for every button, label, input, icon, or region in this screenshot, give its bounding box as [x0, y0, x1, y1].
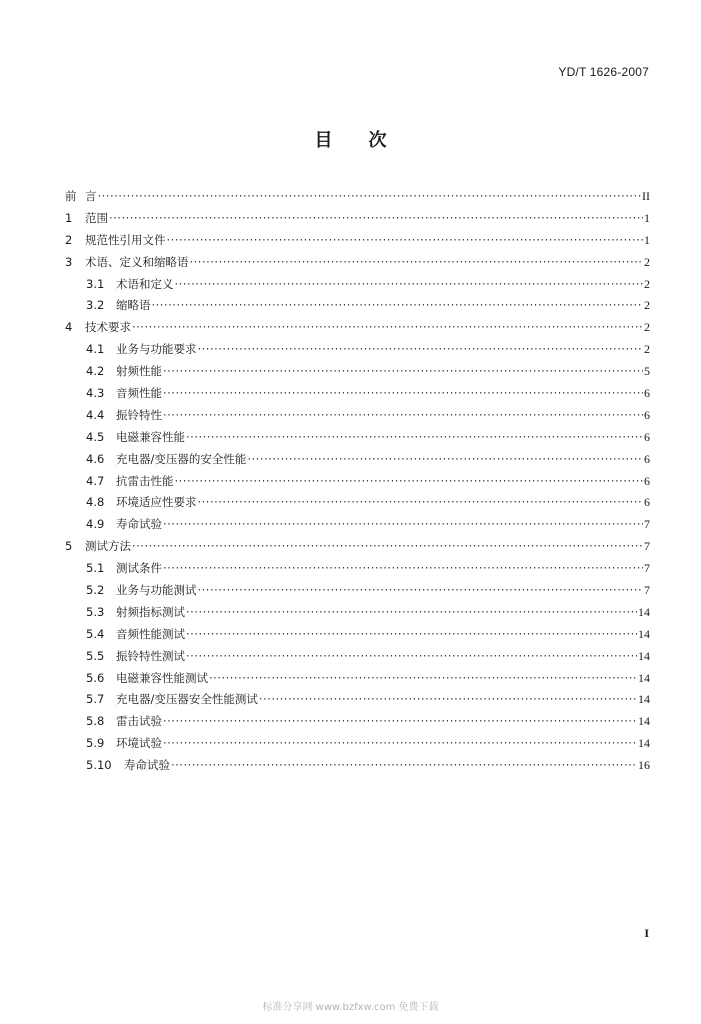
toc-entry[interactable] [65, 648, 650, 670]
toc-entry-number: 4.3 [86, 386, 105, 401]
toc-leader-dots [98, 189, 642, 203]
toc-entry-number: 5.7 [86, 692, 105, 707]
standard-code: YD/T 1626-2007 [558, 65, 649, 79]
toc-entry-number: 5.5 [86, 648, 105, 663]
toc-leader-dots [186, 430, 643, 444]
toc-entry[interactable] [65, 363, 650, 385]
toc-entry-page: 14 [638, 604, 650, 619]
toc-title-char-2: 次 [368, 130, 387, 151]
toc-entry-label: 振铃特性 [116, 407, 162, 422]
toc-leader-dots [198, 495, 644, 509]
toc-entry-number: 5.6 [86, 670, 105, 685]
toc-leader-dots [171, 758, 637, 772]
toc-entry[interactable] [65, 429, 650, 451]
toc-entry-number: 2 [65, 232, 73, 247]
toc-entry-number: 3.2 [86, 298, 105, 313]
toc-entry[interactable] [65, 582, 650, 604]
toc-entry-number: 5.10 [86, 758, 112, 773]
toc-entry-page: 6 [644, 451, 650, 466]
toc-leader-dots [175, 474, 644, 488]
toc-entry-number: 5.8 [86, 714, 105, 729]
toc-entry-number: 前 [65, 189, 77, 203]
toc-entry-page: 2 [644, 276, 650, 291]
toc-leader-dots [152, 298, 644, 312]
toc-entry-number: 5.3 [86, 604, 105, 619]
toc-entry-page: 1 [644, 232, 650, 247]
toc-entry[interactable] [65, 735, 650, 757]
toc-leader-dots [247, 452, 643, 466]
toc-entry-label: 环境试验 [116, 736, 162, 751]
toc-entry-label: 术语和定义 [116, 276, 174, 291]
toc-entry-label: 业务与功能要求 [116, 342, 197, 357]
toc-title [0, 126, 701, 152]
toc-entry-page: 14 [638, 692, 650, 707]
toc-entry[interactable] [65, 691, 650, 713]
toc-entry-number: 4.5 [86, 429, 105, 444]
toc-entry-label: 音频性能 [116, 386, 162, 401]
toc-entry-label: 充电器/变压器安全性能测试 [116, 692, 258, 707]
toc-entry-label: 雷击试验 [116, 714, 162, 729]
toc-leader-dots [186, 649, 637, 663]
toc-entry-number: 5.9 [86, 736, 105, 751]
toc-entry-number: 5 [65, 539, 73, 554]
toc-entry-label: 环境适应性要求 [116, 495, 197, 510]
toc-entry-number: 4.6 [86, 451, 105, 466]
toc-entry-number: 5.2 [86, 583, 105, 598]
toc-entry[interactable] [65, 254, 650, 276]
toc-leader-dots [175, 277, 644, 291]
table-of-contents [65, 188, 650, 779]
toc-entry-page: 6 [644, 407, 650, 422]
toc-entry[interactable] [65, 451, 650, 473]
toc-entry-page: 6 [644, 386, 650, 401]
toc-entry-page: 16 [638, 758, 650, 773]
toc-entry[interactable] [65, 604, 650, 626]
toc-entry-label: 电磁兼容性能 [116, 429, 185, 444]
toc-entry-page: 6 [644, 473, 650, 488]
toc-entry-label: 言 [85, 189, 97, 203]
toc-entry-page: 5 [644, 364, 650, 379]
toc-leader-dots [163, 517, 643, 531]
toc-entry-label: 技术要求 [85, 320, 131, 335]
toc-entry[interactable] [65, 276, 650, 298]
toc-entry-page: 2 [644, 342, 650, 357]
toc-entry[interactable] [65, 232, 650, 254]
toc-entry-number: 1 [65, 210, 73, 225]
toc-leader-dots [198, 342, 644, 356]
toc-entry[interactable] [65, 626, 650, 648]
toc-entry-number: 5.1 [86, 561, 105, 576]
toc-entry-label: 充电器/变压器的安全性能 [116, 451, 247, 466]
toc-entry-page: 2 [644, 254, 650, 269]
toc-leader-dots [132, 320, 643, 334]
toc-entry[interactable] [65, 188, 650, 210]
toc-entry-number: 4 [65, 320, 73, 335]
toc-entry-label: 振铃特性测试 [116, 648, 185, 663]
toc-entry-page: 14 [638, 714, 650, 729]
toc-entry-page: 7 [644, 561, 650, 576]
toc-entry-label: 射频性能 [116, 364, 162, 379]
toc-entry[interactable] [65, 319, 650, 341]
toc-entry-page: 2 [644, 320, 650, 335]
toc-leader-dots [163, 561, 643, 575]
toc-leader-dots [167, 233, 644, 247]
toc-entry-label: 测试方法 [85, 539, 131, 554]
toc-leader-dots [163, 736, 637, 750]
toc-entry-label: 寿命试验 [116, 517, 162, 532]
toc-leader-dots [109, 211, 643, 225]
toc-leader-dots [163, 386, 643, 400]
toc-entry-label: 业务与功能测试 [116, 583, 197, 598]
toc-entry[interactable] [65, 407, 650, 429]
toc-entry-number: 4.1 [86, 342, 105, 357]
toc-leader-dots [259, 692, 637, 706]
toc-entry-label: 范围 [85, 210, 108, 225]
toc-entry-label: 抗雷击性能 [116, 473, 174, 488]
toc-entry[interactable] [65, 516, 650, 538]
toc-entry-number: 4.9 [86, 517, 105, 532]
toc-leader-dots [186, 627, 637, 641]
toc-entry-number: 4.2 [86, 364, 105, 379]
toc-entry-page: 14 [638, 648, 650, 663]
toc-leader-dots [132, 539, 643, 553]
toc-entry-label: 射频指标测试 [116, 604, 185, 619]
toc-entry[interactable] [65, 297, 650, 319]
toc-entry[interactable] [65, 670, 650, 692]
toc-entry-number: 3 [65, 254, 73, 269]
toc-entry-page: 1 [644, 210, 650, 225]
toc-entry-label: 测试条件 [116, 561, 162, 576]
toc-entry[interactable] [65, 494, 650, 516]
toc-entry[interactable] [65, 473, 650, 495]
toc-entry-page: II [642, 189, 650, 203]
toc-entry-label: 缩略语 [116, 298, 151, 313]
toc-entry[interactable] [65, 385, 650, 407]
watermark: 标准分享网 www.bzfxw.com 免费下载 [262, 1002, 439, 1013]
toc-entry-number: 5.4 [86, 626, 105, 641]
toc-entry-label: 规范性引用文件 [85, 232, 166, 247]
toc-leader-dots [209, 671, 637, 685]
toc-entry[interactable] [65, 538, 650, 560]
toc-entry-number: 4.7 [86, 473, 105, 488]
toc-entry-page: 7 [644, 583, 650, 598]
toc-entry-page: 14 [638, 626, 650, 641]
toc-leader-dots [163, 714, 637, 728]
toc-title-char-1: 目 [314, 130, 333, 151]
toc-entry-number: 4.8 [86, 495, 105, 510]
toc-entry-page: 14 [638, 736, 650, 751]
toc-entry-page: 14 [638, 670, 650, 685]
toc-entry[interactable] [65, 210, 650, 232]
toc-leader-dots [198, 583, 644, 597]
toc-entry[interactable] [65, 341, 650, 363]
toc-leader-dots [163, 364, 643, 378]
toc-entry-page: 6 [644, 495, 650, 510]
toc-leader-dots [163, 408, 643, 422]
toc-entry-label: 寿命试验 [124, 758, 170, 773]
toc-entry-page: 6 [644, 429, 650, 444]
toc-leader-dots [190, 255, 644, 269]
toc-entry-label: 术语、定义和缩略语 [85, 254, 189, 269]
toc-entry-page: 2 [644, 298, 650, 313]
toc-entry-label: 电磁兼容性能测试 [116, 670, 208, 685]
toc-leader-dots [186, 605, 637, 619]
toc-entry-label: 音频性能测试 [116, 626, 185, 641]
toc-entry-number: 3.1 [86, 276, 105, 291]
toc-entry-page: 7 [644, 517, 650, 532]
toc-entry[interactable] [65, 713, 650, 735]
toc-entry[interactable] [65, 757, 650, 779]
toc-entry-page: 7 [644, 539, 650, 554]
toc-entry[interactable] [65, 560, 650, 582]
toc-entry-number: 4.4 [86, 407, 105, 422]
page-number: I [644, 926, 649, 940]
